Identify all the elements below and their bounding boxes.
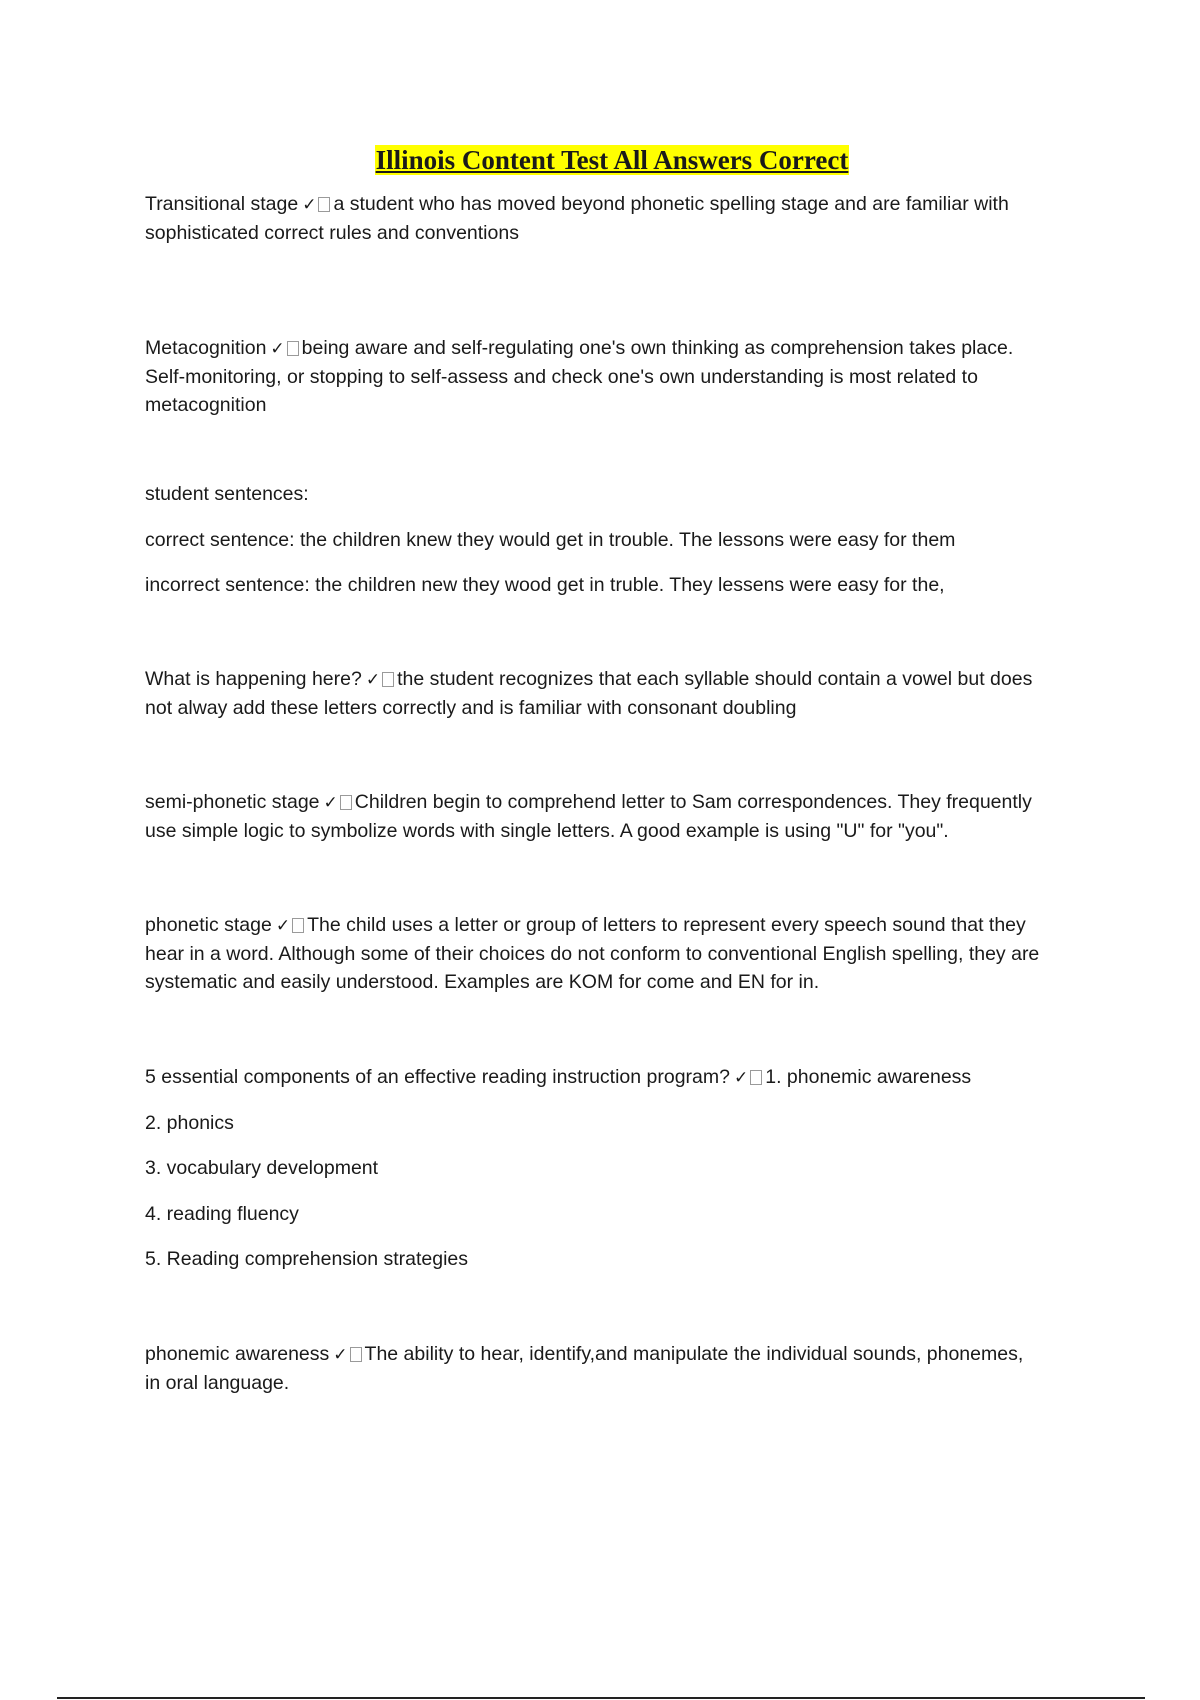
entry-answer: being aware and self-regulating one's own thinking as comprehension takes place. bbox=[301, 337, 1014, 359]
list-item: 2. phonics bbox=[145, 1112, 234, 1134]
entry-answer-cont: Self-monitoring, or stopping to self-assess and check one's own understanding is most related to bbox=[145, 366, 978, 388]
qa-entry-essential-components bbox=[145, 1063, 1090, 1092]
check-icon: ✓ bbox=[275, 916, 291, 936]
entry-answer: The ability to hear, identify,and manipulate the individual sounds, phonemes, bbox=[364, 1343, 1024, 1365]
check-icon: ✓ bbox=[733, 1068, 749, 1088]
entry-answer-cont: not alway add these letters correctly and is familiar with consonant doubling bbox=[145, 697, 797, 719]
list-item: 3. vocabulary development bbox=[145, 1157, 379, 1179]
entry-answer: the student recognizes that each syllable should contain a vowel but does bbox=[397, 668, 1033, 690]
box-icon bbox=[350, 1347, 362, 1362]
student-sentences-heading: student sentences: bbox=[145, 483, 309, 505]
footer-divider bbox=[57, 1697, 1145, 1699]
entry-answer-cont: metacognition bbox=[145, 394, 267, 416]
list-item: 4. reading fluency bbox=[145, 1203, 299, 1225]
entry-answer-cont: in oral language. bbox=[145, 1372, 290, 1394]
check-icon: ✓ bbox=[365, 670, 381, 690]
document-title-text: Illinois Content Test All Answers Correct bbox=[375, 145, 849, 175]
entry-answer-cont: systematic and easily understood. Examples are KOM for come and EN for in. bbox=[145, 971, 820, 993]
correct-sentence: correct sentence: the children knew they would get in trouble. The lessons were easy for them bbox=[145, 529, 956, 551]
box-icon bbox=[340, 795, 352, 810]
entry-answer: a student who has moved beyond phonetic spelling stage and are familiar with bbox=[333, 193, 1009, 215]
entry-term: Metacognition bbox=[145, 337, 267, 359]
check-icon: ✓ bbox=[270, 339, 285, 359]
box-icon bbox=[382, 672, 394, 687]
list-item: 5. Reading comprehension strategies bbox=[145, 1248, 469, 1270]
qa-entry-phonetic-stage bbox=[145, 911, 1090, 996]
box-icon bbox=[292, 918, 304, 933]
qa-entry-what-is-happening bbox=[145, 665, 1090, 722]
entry-term: Transitional stage bbox=[145, 193, 299, 215]
entry-term: 5 essential components of an effective reading instruction program? bbox=[145, 1066, 730, 1088]
entry-answer: 1. phonemic awareness bbox=[765, 1066, 972, 1088]
entry-answer-cont: use simple logic to symbolize words with single letters. A good example is using "U" for "you". bbox=[145, 820, 949, 842]
qa-entry-phonemic-awareness bbox=[145, 1340, 1090, 1397]
qa-entry-metacognition bbox=[145, 334, 1090, 419]
box-icon bbox=[318, 197, 330, 212]
check-icon: ✓ bbox=[302, 195, 317, 215]
document-title bbox=[0, 143, 1200, 177]
check-icon: ✓ bbox=[323, 793, 338, 813]
qa-entry-semi-phonetic-stage bbox=[145, 788, 1090, 845]
entry-answer: Children begin to comprehend letter to Sam correspondences. They frequently bbox=[354, 791, 1032, 813]
check-icon: ✓ bbox=[333, 1345, 348, 1365]
entry-term: What is happening here? bbox=[145, 668, 362, 690]
entry-term: phonemic awareness bbox=[145, 1343, 330, 1365]
qa-entry-transitional-stage bbox=[145, 190, 1090, 247]
box-icon bbox=[750, 1070, 762, 1085]
entry-term: phonetic stage bbox=[145, 914, 272, 936]
entry-answer-cont: sophisticated correct rules and conventions bbox=[145, 222, 519, 244]
incorrect-sentence: incorrect sentence: the children new they wood get in truble. They lessens were easy for the, bbox=[145, 574, 945, 596]
entry-answer-cont: hear in a word. Although some of their choices do not conform to conventional English spelling, they are bbox=[145, 943, 1040, 965]
entry-answer: The child uses a letter or group of letters to represent every speech sound that they bbox=[307, 914, 1026, 936]
box-icon bbox=[287, 341, 299, 356]
entry-term: semi-phonetic stage bbox=[145, 791, 320, 813]
